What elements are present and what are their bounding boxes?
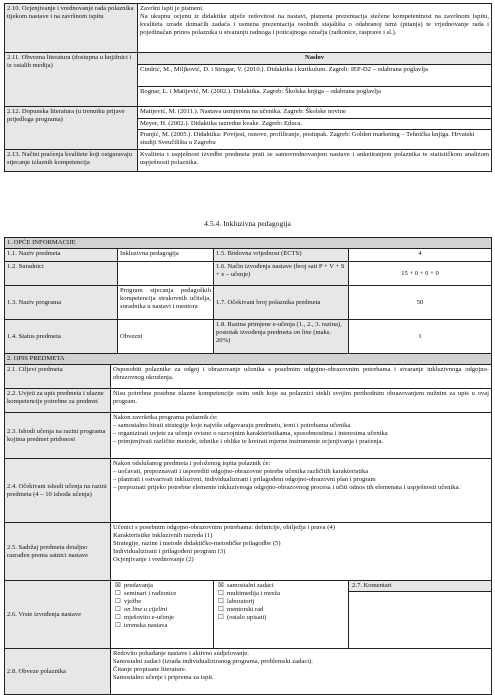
row-value — [138, 107, 492, 150]
list-item: Strategije, razine i metode didaktičko-metodičke prilagodbe (5) — [113, 540, 281, 548]
row-2-1 — [5, 365, 492, 389]
checkbox-checked-icon: ☒ — [115, 582, 121, 590]
row-value — [111, 413, 492, 459]
row-2-10 — [5, 4, 492, 53]
row-label: 2.6. Vrste izvođenja nastave — [5, 581, 111, 649]
checkbox-option[interactable]: ☐ mentorski rad — [218, 606, 264, 614]
list-item: – prepoznati prijeko potrebne elemente inkluzivnoga odgojno-obrazovnog procesa i učiti odnos tih elemenata i uspješnosti učenika. — [113, 484, 461, 492]
checkbox-icon: ☐ — [115, 598, 121, 606]
row-2-4 — [5, 459, 492, 523]
row-label: 1.6. Način izvođenja nastave (broj sati P + V + S + e – učenje) — [214, 262, 349, 286]
list-item: Individualizirani i prilagođeni program (3) — [113, 548, 226, 556]
checkbox-icon: ☐ — [218, 598, 224, 606]
row-2-12 — [5, 107, 492, 150]
checkbox-option[interactable]: ☒ samostalni zadaci — [218, 582, 274, 590]
checkbox-option[interactable]: ☐ multimedija i mreža — [218, 590, 281, 598]
list-item: Samostalno učenje i priprema za ispit. — [113, 674, 214, 682]
literature-item: Pranjić, M. (2005.). Didaktika: Povijest, osnove, profiliranje, postupak. Zagreb: Golden marketing – Tehnička knjiga. Hrvatski studiji Sveučilišta u Zagrebu — [140, 130, 475, 146]
row-value: 1 — [349, 320, 492, 354]
list-item: Učenici s posebnim odgojno-obrazovnim potrebama: definicije, obilježja i prava (4) — [113, 524, 335, 532]
checkbox-icon: ☐ — [218, 614, 224, 622]
row-label: 1.2. Suradnici — [5, 262, 118, 286]
list-item: Redovito pohađanje nastave i aktivno sudjelovanje. — [113, 650, 249, 658]
comments-label: 2.7. Komentari — [349, 581, 491, 592]
text-line: Završni ispit je pismeni. — [140, 5, 204, 12]
teaching-types-col2 — [214, 581, 349, 649]
row-value — [138, 4, 492, 53]
section-header-description: 2. OPIS PREDMETA — [5, 354, 492, 365]
text-paragraph: Na ukupnu ocjenu iz didaktike utječe redovitost na nastavi, pismena prezentacija stečene kompetentnost na završnom ispitu, kvaliteta izrade domaćih zadaća i usmena prezentacija osobnih stajališta o odabranoj temi (pitanja) te vrjednovanje rada i pojedinačan prinos polaznika u stvaranju radnoga i poticajnoga ozračja (radionice, rasprave i sl.). — [140, 13, 489, 37]
literature-item: Meyer, H. (2002.). Didaktika razredne kvake. Zagreb: Educa. — [138, 118, 491, 129]
row-value: Obvezni — [118, 320, 214, 354]
checkbox-icon: ☐ — [218, 590, 224, 598]
row-label: 2.8. Obveze polaznika — [5, 649, 111, 695]
row-value: Osposobiti polaznike za odgoj i obrazovanje učenika s posebnim odgojno-obrazovnim potrebama i stvaranje inkluzivnoga odgojno-obrazovnog okruženja. — [111, 365, 492, 389]
list-item: – primjenjivati različite metode, tehnike i oblike te kreirati mjerne instrumente ocjenjivanja i praćenja. — [113, 438, 384, 446]
row-label: 2.10. Ocjenjivanje i vrednovanje rada polaznika tijekom nastave i na završnom ispitu — [5, 4, 138, 53]
row-1-2 — [5, 262, 492, 286]
row-label: 1.7. Očekivani broj polaznika predmeta — [214, 286, 349, 320]
checkbox-option[interactable]: ☐ on line u cijelini — [115, 606, 168, 614]
literature-item: Bognar, L. i Matijević, M. (2002.). Didaktika. Zagreb: Školska knjiga – odabrana poglavlja — [140, 87, 381, 95]
list-item: Samostalni zadaci (izrada individualiziranog programa, problemski zadaci). — [113, 658, 313, 666]
row-2-11 — [5, 53, 492, 107]
row-value: Kvaliteta i uspješnost izvedbe predmeta prati se samovrednovanjem nastave i anketiranjem polaznika te statističkom analizom uspješnosti polaznika. — [138, 150, 492, 172]
row-value: 4 — [349, 249, 492, 262]
row-2-3 — [5, 413, 492, 459]
row-value — [118, 262, 214, 286]
row-value: Nisu potrebne posebne ulazne kompetencije osim onih koje su polaznici stekli svojim prethodnim obrazovanjem nužnim za upis u ovaj program. — [111, 389, 492, 413]
section-title: 4.5.4. Inkluzivna pedagogija — [204, 219, 291, 228]
list-item: – organizirati uvjete za učenje ovisno o razvojnim karakteristikama, sposobnostima i interesima učenika — [113, 430, 388, 438]
row-2-5 — [5, 523, 492, 581]
checkbox-option[interactable]: ☐ vježbe — [115, 598, 142, 606]
checkbox-option[interactable]: ☐ seminari i radionice — [115, 590, 177, 598]
row-2-6 — [5, 581, 492, 649]
checkbox-icon: ☐ — [115, 622, 121, 630]
row-1-1 — [5, 249, 492, 262]
row-label: 2.2. Uvjeti za upis predmeta i ulazne kompetencije potrebne za predmet — [5, 389, 111, 413]
text-line: Nakon završetka programa polaznik će: — [113, 414, 218, 422]
row-1-4 — [5, 320, 492, 354]
row-value — [111, 523, 492, 581]
checkbox-option[interactable]: ☐ (ostalo upisati) — [218, 614, 267, 622]
checkbox-icon: ☐ — [218, 606, 224, 614]
row-2-8 — [5, 649, 492, 695]
text-line: Nakon odslušanog predmeta i položenog ispita polaznik će: — [113, 460, 271, 468]
teaching-types-col1 — [111, 581, 214, 649]
row-value: 50 — [349, 286, 492, 320]
row-label: 1.3. Naziv programa — [5, 286, 118, 320]
row-label: 2.5. Sadržaj predmeta detaljno razrađen prema satnici nastave — [5, 523, 111, 581]
checkbox-checked-icon: ☒ — [218, 582, 224, 590]
list-item: – uočavati, prepoznavati i usporediti odgojno-obrazovne potrebe učenika različitih karakteristika — [113, 468, 369, 476]
row-value: 15 + 0 + 0 + 0 — [349, 262, 492, 286]
list-item: Čitanje propisane literature. — [113, 666, 187, 674]
row-value: Program stjecanja pedagoških kompetencija strukovnih učitelja, suradnika u nastavi i mentora — [118, 286, 214, 320]
row-label: 2.3. Ishodi učenja na razini programa kojima predmet pridonosi — [5, 413, 111, 459]
literature-item: Maitjević, M. (2011.). Nastava usmjerena na učenika. Zagreb: Školske novine — [138, 107, 491, 118]
list-item: Ocjenjivanje i vrednovanje (2) — [113, 556, 194, 564]
row-2-13 — [5, 150, 492, 172]
row-label: 2.12. Dopunska literatura (u trenutku prijave prijedloga programa) — [5, 107, 138, 150]
row-value — [111, 649, 492, 695]
row-1-3 — [5, 286, 492, 320]
checkbox-icon: ☐ — [115, 614, 121, 622]
row-label: 1.8. Razina primjene e-učenja (1., 2., 3. razina), postotak izvođenja predmeta on line (maks. 20%) — [214, 320, 349, 354]
course-table — [4, 237, 492, 695]
section-header-general: 1. OPĆE INFORMACIJE — [5, 238, 492, 249]
literature-item: Cindrić, M., Miljković, D. i Strugar, V. (2010.). Didaktika i kurikulum. Zagreb: IEP-D2 – odabrana poglavlja — [138, 64, 491, 86]
checkbox-icon: ☐ — [115, 606, 121, 614]
list-item: Karakteristike inkluzivnih razreda (1) — [113, 532, 213, 540]
checkbox-option[interactable]: ☐ laboratorij — [218, 598, 255, 606]
row-label: 2.4. Očekivani ishodi učenja na razini predmeta (4 – 10 ishoda učenja) — [5, 459, 111, 523]
checkbox-option[interactable]: ☐ terenska nastava — [115, 622, 168, 630]
row-label: 2.1. Ciljevi predmeta — [5, 365, 111, 389]
checkbox-option[interactable]: ☐ mješovito e-učenje — [115, 614, 174, 622]
row-label: 1.5. Bodovna vrijednost (ECTS) — [214, 249, 349, 262]
row-label: 1.1. Naziv predmeta — [5, 249, 118, 262]
row-value — [138, 53, 492, 107]
row-label: 2.13. Načini praćenja kvalitete koji osiguravaju stjecanje izlaznih kompetencija — [5, 150, 138, 172]
row-value — [111, 459, 492, 523]
literature-header: Naslov — [138, 53, 491, 64]
comments-cell — [349, 581, 492, 649]
list-item: – samostalno birati strategije koje najviše odgovaraju predmetu, temi i potrebama učenika — [113, 422, 351, 430]
row-value: Inkluzivna pedagogija — [118, 249, 214, 262]
supplementary-literature-table — [138, 107, 491, 149]
list-item: – planirati i ostvarivati inkluzivni, individualizirani i prilagođeni odgojno-obrazovni plan i program — [113, 476, 376, 484]
row-2-2 — [5, 389, 492, 413]
checkbox-option[interactable]: ☒ predavanja — [115, 582, 153, 590]
row-label: 2.11. Obvezna literatura (dostupna u knjižnici i iz ostalih medija) — [5, 53, 138, 107]
row-label: 1.4. Status predmeta — [5, 320, 118, 354]
checkbox-icon: ☐ — [115, 590, 121, 598]
previous-course-table — [4, 3, 492, 172]
literature-table — [138, 53, 491, 106]
